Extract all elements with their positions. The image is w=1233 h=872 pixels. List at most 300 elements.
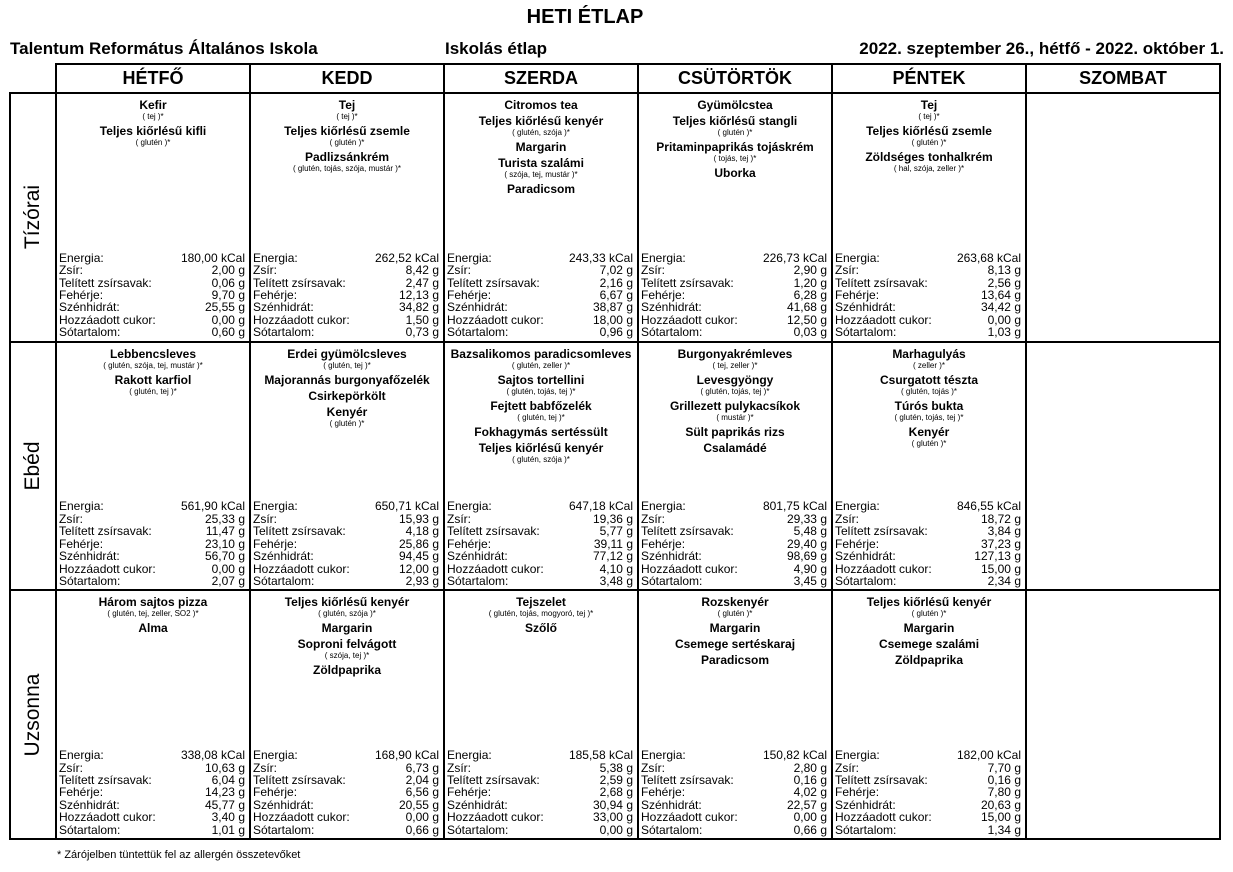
allergen-note: ( glutén, zeller )* <box>511 360 571 370</box>
nutrient-value: 6,67 g <box>599 288 633 303</box>
dish-name: Bazsalikomos paradicsomleves <box>450 346 632 361</box>
date-range: 2022. szeptember 26., hétfő - 2022. október 1. <box>859 39 1224 58</box>
nutrition-row <box>59 264 245 276</box>
dish-name: Csurgatott tészta <box>879 372 978 387</box>
nutrient-value: 2,90 g <box>793 263 827 278</box>
nutrition-row <box>253 326 439 338</box>
menu-cell <box>444 93 638 342</box>
nutrient-label: Telített zsírsavak: <box>835 772 928 787</box>
nutrient-value: 12,50 g <box>786 312 827 327</box>
dish-name: Zöldséges tonhalkrém <box>865 150 993 164</box>
nutrient-value: 25,33 g <box>204 511 245 526</box>
nutrition-row <box>253 749 439 761</box>
allergen-note: ( glutén, szója )* <box>512 128 570 137</box>
menu-cell <box>638 342 832 591</box>
nutrient-value: 37,23 g <box>980 536 1021 551</box>
nutrient-label: Energia: <box>641 748 686 763</box>
menu-cell <box>1026 342 1220 591</box>
dish-name: Lebbencsleves <box>109 346 197 361</box>
nutrient-label: Zsír: <box>835 760 859 775</box>
allergen-note: ( glutén, tej )* <box>129 386 177 396</box>
nutrient-label: Telített zsírsavak: <box>447 524 540 539</box>
nutrient-label: Szénhidrát: <box>59 797 120 812</box>
nutrient-label: Zsír: <box>641 760 665 775</box>
menu-table <box>9 63 1221 840</box>
menu-cell <box>56 590 250 839</box>
nutrient-value: 18,00 g <box>592 312 633 327</box>
nutrient-value: 29,40 g <box>786 536 827 551</box>
nutrient-label: Szénhidrát: <box>447 300 508 315</box>
menu-cell <box>638 93 832 342</box>
allergen-note: ( glutén, tej )* <box>323 360 371 370</box>
nutrient-label: Szénhidrát: <box>59 549 120 564</box>
nutrient-label: Fehérje: <box>835 288 880 303</box>
nutrient-label: Sótartalom: <box>59 822 121 837</box>
nutrient-label: Fehérje: <box>447 288 492 303</box>
nutrient-label: Energia: <box>59 250 104 265</box>
meal-label: Tízórai <box>21 185 44 250</box>
nutrition-facts <box>641 252 827 339</box>
nutrient-value: 94,45 g <box>398 549 439 564</box>
nutrient-value: 0,60 g <box>211 325 245 340</box>
nutrition-facts <box>59 252 245 339</box>
nutrient-value: 263,68 kCal <box>956 250 1021 265</box>
nutrient-label: Hozzáadott cukor: <box>253 561 350 576</box>
nutrient-value: 19,36 g <box>592 511 633 526</box>
nutrient-label: Hozzáadott cukor: <box>59 561 156 576</box>
dish-name: Teljes kiőrlésű zsemle <box>866 124 992 138</box>
nutrient-value: 0,66 g <box>793 822 827 837</box>
nutrient-value: 6,28 g <box>793 288 827 303</box>
nutrient-label: Fehérje: <box>447 536 492 551</box>
dish-name: Alma <box>138 621 168 636</box>
allergen-note: ( glutén, szója )* <box>318 609 376 619</box>
nutrition-row <box>835 301 1021 313</box>
nutrition-row <box>253 525 439 537</box>
menu-items <box>833 343 1025 448</box>
nutrient-value: 846,55 kCal <box>956 499 1021 514</box>
allergen-note: ( glutén, tojás, tej )* <box>700 386 770 396</box>
nutrition-facts <box>59 749 245 836</box>
nutrient-value: 3,84 g <box>987 524 1021 539</box>
nutrient-value: 180,00 kCal <box>180 250 245 265</box>
nutrient-label: Szénhidrát: <box>641 549 702 564</box>
nutrition-row <box>253 824 439 836</box>
nutrient-label: Sótartalom: <box>59 325 121 340</box>
nutrition-row <box>447 301 633 313</box>
nutrient-value: 11,47 g <box>205 524 245 539</box>
nutrient-value: 0,00 g <box>987 312 1021 327</box>
nutrient-value: 1,34 g <box>987 822 1021 837</box>
nutrient-label: Zsír: <box>59 263 83 278</box>
nutrient-label: Energia: <box>447 250 492 265</box>
nutrition-row <box>253 575 439 587</box>
nutrient-value: 5,48 g <box>793 524 827 539</box>
nutrition-facts <box>641 749 827 836</box>
dish-name: Margarin <box>321 621 373 636</box>
nutrition-row <box>447 786 633 798</box>
dish-name: Három sajtos pizza <box>98 595 208 610</box>
dish-name: Kefir <box>139 98 167 112</box>
menu-cell <box>250 93 444 342</box>
nutrient-value: 243,33 kCal <box>568 250 633 265</box>
nutrient-label: Zsír: <box>59 511 83 526</box>
nutrition-row <box>641 264 827 276</box>
nutrition-facts <box>835 500 1021 587</box>
dish-name: Paradicsom <box>700 653 770 668</box>
dish-name: Teljes kiőrlésű stangli <box>672 114 798 128</box>
nutrient-value: 13,64 g <box>980 288 1021 303</box>
nutrient-value: 29,33 g <box>786 511 827 526</box>
nutrient-value: 3,48 g <box>599 573 633 588</box>
dish-name: Teljes kiőrlésű kenyér <box>866 595 992 610</box>
nutrient-label: Energia: <box>59 748 104 763</box>
nutrient-label: Zsír: <box>447 760 471 775</box>
nutrient-value: 2,93 g <box>405 573 439 588</box>
nutrient-value: 168,90 kCal <box>374 748 439 763</box>
dish-name: Tej <box>920 98 938 112</box>
nutrient-label: Hozzáadott cukor: <box>835 312 932 327</box>
menu-items <box>1027 591 1219 596</box>
menu-items <box>639 94 831 180</box>
nutrient-value: 41,68 g <box>786 300 827 315</box>
day-header: HÉTFŐ <box>56 64 250 93</box>
nutrition-row <box>59 326 245 338</box>
nutrient-value: 150,82 kCal <box>762 748 827 763</box>
nutrition-row <box>835 811 1021 823</box>
page-title: HETI ÉTLAP <box>526 6 644 28</box>
nutrient-label: Fehérje: <box>59 536 104 551</box>
nutrient-label: Fehérje: <box>253 785 298 800</box>
nutrient-value: 15,00 g <box>980 810 1021 825</box>
dish-name: Padlizsánkrém <box>304 150 390 164</box>
nutrient-label: Fehérje: <box>447 785 492 800</box>
nutrient-label: Fehérje: <box>253 288 298 303</box>
nutrition-row <box>835 786 1021 798</box>
allergen-note: ( zeller )* <box>912 360 945 370</box>
nutrient-value: 4,18 g <box>405 524 439 539</box>
nutrient-label: Fehérje: <box>641 536 686 551</box>
nutrient-label: Zsír: <box>835 511 859 526</box>
allergen-footnote: * Zárójelben tüntettük fel az allergén összetevőket <box>57 849 301 861</box>
menu-items <box>833 94 1025 173</box>
nutrition-row <box>253 550 439 562</box>
nutrient-label: Sótartalom: <box>253 822 315 837</box>
meal-row <box>10 93 1220 342</box>
nutrient-label: Sótartalom: <box>447 325 509 340</box>
nutrient-label: Fehérje: <box>641 785 686 800</box>
dish-name: Csemege sertéskaraj <box>674 637 796 652</box>
allergen-note: ( glutén )* <box>911 609 947 619</box>
meal-row <box>10 590 1220 839</box>
nutrient-label: Sótartalom: <box>835 822 897 837</box>
nutrient-value: 34,42 g <box>980 300 1021 315</box>
nutrient-value: 5,38 g <box>599 760 633 775</box>
nutrition-row <box>641 525 827 537</box>
nutrient-label: Zsír: <box>641 263 665 278</box>
menu-cell <box>444 342 638 591</box>
nutrient-label: Energia: <box>835 250 880 265</box>
allergen-note: ( tej )* <box>918 112 940 121</box>
nutrient-value: 2,16 g <box>599 275 633 290</box>
nutrient-label: Szénhidrát: <box>253 797 314 812</box>
nutrition-facts <box>253 500 439 587</box>
nutrient-label: Sótartalom: <box>641 822 703 837</box>
nutrition-row <box>59 525 245 537</box>
menu-cell <box>1026 93 1220 342</box>
nutrition-row <box>59 550 245 562</box>
dish-name: Rakott karfiol <box>114 372 192 387</box>
nutrient-value: 0,06 g <box>211 275 245 290</box>
allergen-note: ( glutén, szója )* <box>512 454 570 464</box>
meal-label: Uzsonna <box>21 673 44 757</box>
nutrient-label: Hozzáadott cukor: <box>641 561 738 576</box>
nutrient-value: 338,08 kCal <box>180 748 245 763</box>
menu-items <box>1027 94 1219 99</box>
allergen-note: ( glutén, tojás, tej )* <box>894 412 964 422</box>
menu-cell <box>638 590 832 839</box>
nutrient-label: Telített zsírsavak: <box>59 275 152 290</box>
nutrient-value: 2,56 g <box>987 275 1021 290</box>
nutrient-value: 4,10 g <box>599 561 633 576</box>
day-header-row <box>10 64 1220 93</box>
nutrient-label: Telített zsírsavak: <box>59 524 152 539</box>
dish-name: Citromos tea <box>504 98 578 112</box>
nutrient-value: 15,93 g <box>398 511 439 526</box>
nutrient-value: 34,82 g <box>398 300 439 315</box>
dish-name: Turista szalámi <box>498 156 584 170</box>
nutrient-label: Zsír: <box>447 263 471 278</box>
nutrient-label: Telített zsírsavak: <box>641 524 734 539</box>
nutrition-row <box>641 500 827 512</box>
nutrient-value: 2,47 g <box>405 275 439 290</box>
nutrient-label: Sótartalom: <box>253 325 315 340</box>
nutrient-value: 25,55 g <box>204 300 245 315</box>
dish-name: Levesgyöngy <box>696 372 774 387</box>
allergen-note: ( glutén )* <box>717 609 753 619</box>
nutrient-value: 6,73 g <box>405 760 439 775</box>
meal-row <box>10 342 1220 591</box>
nutrient-value: 8,42 g <box>405 263 439 278</box>
nutrition-row <box>835 550 1021 562</box>
nutrient-value: 7,80 g <box>987 785 1021 800</box>
nutrient-label: Hozzáadott cukor: <box>835 561 932 576</box>
allergen-note: ( glutén, tojás, szója, mustár )* <box>292 164 402 173</box>
nutrient-value: 3,45 g <box>793 573 827 588</box>
corner-cell <box>10 64 56 93</box>
nutrient-value: 15,00 g <box>980 561 1021 576</box>
nutrition-row <box>835 326 1021 338</box>
nutrient-label: Sótartalom: <box>641 573 703 588</box>
nutrient-value: 38,87 g <box>592 300 633 315</box>
nutrient-value: 56,70 g <box>204 549 245 564</box>
nutrition-facts <box>59 500 245 587</box>
nutrient-label: Telített zsírsavak: <box>447 772 540 787</box>
nutrition-row <box>447 264 633 276</box>
dish-name: Uborka <box>714 166 756 180</box>
nutrient-label: Szénhidrát: <box>835 300 896 315</box>
menu-cell <box>250 342 444 591</box>
nutrient-label: Energia: <box>59 499 104 514</box>
nutrient-label: Sótartalom: <box>253 573 315 588</box>
nutrition-row <box>641 575 827 587</box>
nutrient-value: 8,13 g <box>987 263 1021 278</box>
nutrient-value: 23,10 g <box>204 536 245 551</box>
nutrient-label: Fehérje: <box>835 785 880 800</box>
nutrition-facts <box>835 749 1021 836</box>
nutrition-row <box>447 326 633 338</box>
nutrient-value: 18,72 g <box>980 511 1021 526</box>
nutrient-label: Sótartalom: <box>447 573 509 588</box>
nutrient-value: 0,66 g <box>405 822 439 837</box>
nutrition-row <box>835 264 1021 276</box>
nutrition-row <box>59 824 245 836</box>
nutrient-value: 7,02 g <box>599 263 633 278</box>
dish-name: Zöldpaprika <box>894 653 963 668</box>
allergen-note: ( glutén )* <box>911 438 947 448</box>
nutrient-label: Szénhidrát: <box>641 300 702 315</box>
allergen-note: ( szója, tej )* <box>324 651 370 661</box>
nutrient-value: 2,34 g <box>987 573 1021 588</box>
dish-name: Sajtos tortellini <box>497 372 585 387</box>
nutrient-value: 6,56 g <box>405 785 439 800</box>
nutrient-value: 2,04 g <box>405 772 439 787</box>
nutrient-value: 185,58 kCal <box>568 748 633 763</box>
nutrient-value: 0,03 g <box>793 325 827 340</box>
nutrition-row <box>835 749 1021 761</box>
nutrient-value: 0,00 g <box>599 822 633 837</box>
nutrient-value: 0,73 g <box>405 325 439 340</box>
nutrition-facts <box>641 500 827 587</box>
nutrient-label: Fehérje: <box>59 785 104 800</box>
nutrient-value: 650,71 kCal <box>374 499 439 514</box>
nutrient-label: Hozzáadott cukor: <box>641 810 738 825</box>
day-header: CSÜTÖRTÖK <box>638 64 832 93</box>
nutrition-row <box>59 500 245 512</box>
dish-name: Gyümölcstea <box>697 98 773 112</box>
nutrient-value: 3,40 g <box>211 810 245 825</box>
dish-name: Rozskenyér <box>701 595 769 610</box>
nutrient-label: Zsír: <box>641 511 665 526</box>
nutrition-row <box>59 301 245 313</box>
menu-items <box>639 343 831 455</box>
nutrient-value: 1,03 g <box>987 325 1021 340</box>
dish-name: Teljes kiőrlésű kifli <box>99 124 207 138</box>
nutrition-row <box>641 811 827 823</box>
menu-items <box>1027 343 1219 348</box>
menu-items <box>445 94 637 196</box>
dish-name: Sült paprikás rizs <box>685 424 785 439</box>
nutrition-facts <box>835 252 1021 339</box>
allergen-note: ( mustár )* <box>716 412 754 422</box>
nutrient-label: Energia: <box>447 499 492 514</box>
menu-items <box>833 591 1025 667</box>
nutrient-label: Telített zsírsavak: <box>59 772 152 787</box>
nutrient-label: Sótartalom: <box>447 822 509 837</box>
dish-name: Pritaminpaprikás tojáskrém <box>656 140 814 154</box>
nutrient-value: 561,90 kCal <box>180 499 245 514</box>
nutrient-label: Sótartalom: <box>59 573 121 588</box>
dish-name: Tejszelet <box>516 595 566 610</box>
nutrient-label: Energia: <box>253 748 298 763</box>
nutrient-label: Fehérje: <box>59 288 104 303</box>
nutrient-value: 182,00 kCal <box>956 748 1021 763</box>
nutrient-value: 0,00 g <box>405 810 439 825</box>
menu-items <box>639 591 831 667</box>
nutrition-row <box>447 811 633 823</box>
nutrition-row <box>253 786 439 798</box>
menu-items <box>251 343 443 428</box>
nutrient-value: 33,00 g <box>592 810 633 825</box>
nutrition-row <box>835 575 1021 587</box>
nutrition-facts <box>253 252 439 339</box>
nutrition-row <box>641 749 827 761</box>
nutrient-label: Hozzáadott cukor: <box>59 810 156 825</box>
allergen-note: ( szója, tej, mustár )* <box>504 170 578 179</box>
nutrient-label: Zsír: <box>253 511 277 526</box>
menu-cell <box>56 342 250 591</box>
menu-items <box>445 343 637 464</box>
nutrient-label: Hozzáadott cukor: <box>59 312 156 327</box>
nutrition-row <box>447 500 633 512</box>
nutrition-row <box>835 500 1021 512</box>
day-header: SZERDA <box>444 64 638 93</box>
nutrient-value: 262,52 kCal <box>374 250 439 265</box>
allergen-note: ( glutén, tej, zeller, SO2 )* <box>107 609 199 619</box>
nutrient-value: 12,13 g <box>398 288 439 303</box>
nutrient-label: Energia: <box>641 250 686 265</box>
dish-name: Burgonyakrémleves <box>677 346 793 361</box>
nutrient-label: Zsír: <box>253 263 277 278</box>
nutrient-label: Energia: <box>253 499 298 514</box>
nutrient-value: 1,01 g <box>211 822 245 837</box>
allergen-note: ( tej )* <box>336 112 358 121</box>
nutrient-label: Telített zsírsavak: <box>253 772 346 787</box>
nutrition-row <box>253 500 439 512</box>
nutrient-label: Sótartalom: <box>835 325 897 340</box>
menu-cell <box>56 93 250 342</box>
nutrient-value: 6,04 g <box>211 772 245 787</box>
dish-name: Fokhagymás sertéssült <box>474 424 608 439</box>
menu-cell <box>832 93 1026 342</box>
nutrient-label: Telített zsírsavak: <box>447 275 540 290</box>
dish-name: Zöldpaprika <box>312 663 381 678</box>
nutrient-label: Hozzáadott cukor: <box>641 312 738 327</box>
nutrition-facts <box>447 500 633 587</box>
nutrient-value: 25,86 g <box>398 536 439 551</box>
nutrient-label: Zsír: <box>835 263 859 278</box>
nutrient-value: 2,07 g <box>211 573 245 588</box>
nutrient-label: Hozzáadott cukor: <box>447 810 544 825</box>
menu-items <box>57 94 249 147</box>
day-header: SZOMBAT <box>1026 64 1220 93</box>
nutrient-value: 20,63 g <box>980 797 1021 812</box>
dish-name: Margarin <box>903 621 955 636</box>
dish-name: Teljes kiőrlésű kenyér <box>478 440 604 455</box>
allergen-note: ( glutén )* <box>135 138 171 147</box>
nutrition-row <box>447 575 633 587</box>
menu-cell <box>444 590 638 839</box>
nutrient-label: Telített zsírsavak: <box>253 275 346 290</box>
nutrition-row <box>641 786 827 798</box>
nutrient-value: 77,12 g <box>592 549 633 564</box>
nutrient-label: Telített zsírsavak: <box>835 524 928 539</box>
nutrient-value: 14,23 g <box>204 785 245 800</box>
nutrient-label: Energia: <box>835 748 880 763</box>
day-header: PÉNTEK <box>832 64 1026 93</box>
nutrient-label: Szénhidrát: <box>253 549 314 564</box>
menu-cell <box>250 590 444 839</box>
